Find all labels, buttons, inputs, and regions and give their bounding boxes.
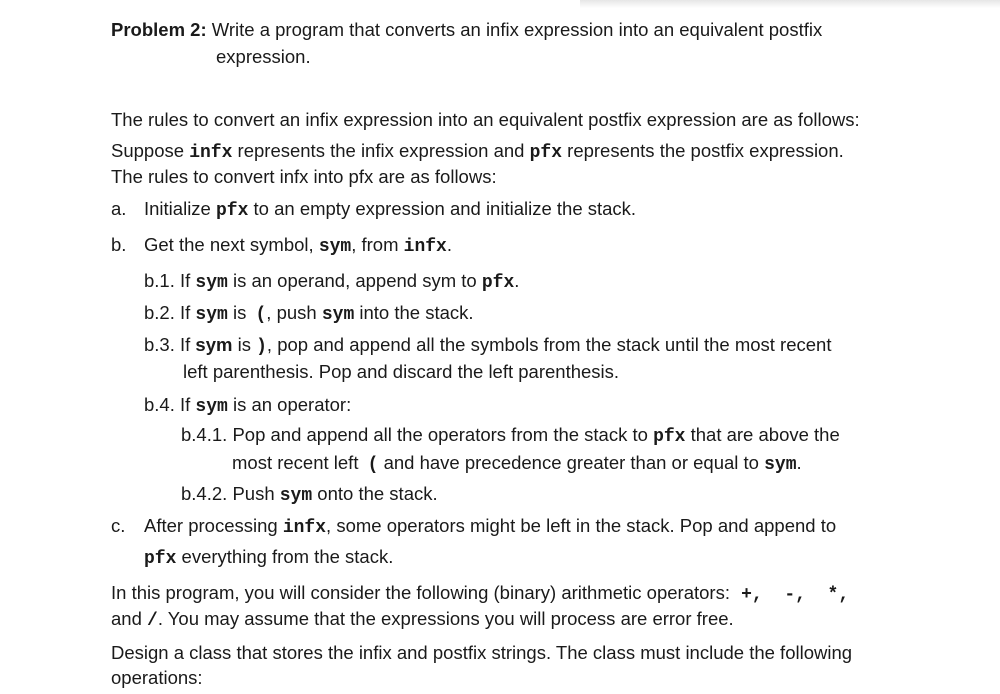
step-b2-code-sym: sym: [195, 305, 228, 325]
intro-line-1: [111, 107, 860, 133]
step-b41-code-sym: sym: [764, 455, 797, 475]
step-b2: [144, 300, 474, 328]
step-b4-text-2: is an operator:: [232, 394, 352, 415]
step-a-text-1: Initialize: [144, 198, 211, 219]
code-infx: infx: [189, 143, 233, 163]
step-b1-text-1: If: [180, 270, 191, 291]
step-b3-text-1: If: [180, 334, 191, 355]
para2-operator-div: /: [147, 611, 158, 631]
step-b1: [144, 268, 519, 296]
step-b2-text-4: into the stack.: [359, 302, 474, 323]
step-b3-code-sym: sym: [195, 334, 233, 355]
intro-line-2: [111, 138, 844, 166]
intro-text-2b: represents the infix expression and: [237, 140, 525, 161]
intro-text-1: The rules to convert an infix expression into an equivalent postfix expression are as follows:: [111, 109, 860, 130]
step-b41-text-1: Pop and append all the operators from the stack to: [232, 424, 648, 445]
step-b1-text-3: .: [514, 270, 520, 291]
code-pfx: pfx: [529, 143, 563, 163]
step-b42-text-1: Push: [232, 483, 275, 504]
step-a-code: pfx: [215, 201, 249, 221]
step-c-text-2: , some operators might be left in the stack. Pop and append to: [326, 515, 837, 536]
para2-text-3: . You may assume that the expressions you will process are error free.: [157, 608, 734, 629]
step-b3-paren: ): [256, 337, 267, 357]
para3-line-2: [111, 665, 203, 691]
step-b-text-3: .: [446, 234, 452, 255]
step-b41-text-3: most recent left: [232, 452, 359, 473]
intro-suppose: Suppose: [111, 140, 185, 161]
step-b42-marker: b.4.2.: [181, 483, 228, 504]
para3-text-2: operations:: [111, 667, 203, 688]
step-b41-text-2: that are above the: [690, 424, 840, 445]
step-b3-text-3: , pop and append all the symbols from the stack until the most recent: [266, 334, 832, 355]
intro-text-3: The rules to convert infx into pfx are as follows:: [111, 166, 497, 187]
step-c-text-3: everything from the stack.: [181, 546, 394, 567]
step-b-marker: b.: [111, 234, 127, 255]
step-b2-text-2: is: [232, 302, 247, 323]
step-b3-text-4: left parenthesis. Pop and discard the left parenthesis.: [183, 361, 620, 382]
step-c-code-pfx: pfx: [144, 549, 177, 569]
step-b4: [144, 392, 351, 420]
step-b3: [144, 332, 831, 360]
para2-text-2: and: [111, 608, 142, 629]
step-b3-line-2: [183, 359, 619, 385]
step-b41-text-4: and have precedence greater than or equal to: [383, 452, 759, 473]
problem-text-2: expression.: [216, 46, 311, 67]
step-b41-text-5: .: [796, 452, 802, 473]
step-b41-paren: (: [367, 455, 379, 475]
step-b42: [181, 481, 438, 509]
para2-line-1: [111, 580, 849, 608]
intro-line-3: [111, 164, 497, 190]
para2-operators: +, -, *,: [741, 585, 850, 605]
step-c-marker: c.: [111, 515, 126, 536]
para2-line-2: [111, 606, 734, 634]
step-c-line-2: [144, 544, 393, 572]
step-b41-code-pfx: pfx: [653, 427, 686, 447]
page-edge-shadow: [580, 0, 1000, 8]
step-a-text-2: to an empty expression and initialize the stack.: [253, 198, 637, 219]
step-b4-text-1: If: [180, 394, 191, 415]
step-b-text-1: Get the next symbol,: [144, 234, 314, 255]
step-b1-code-pfx: pfx: [481, 273, 515, 293]
step-b42-code-sym: sym: [279, 486, 313, 506]
para2-text-1: In this program, you will consider the following (binary) arithmetic operators:: [111, 582, 730, 603]
para3-line-1: [111, 640, 852, 666]
step-a: [111, 196, 636, 224]
problem-label: Problem 2:: [111, 19, 207, 40]
step-b4-marker: b.4.: [144, 394, 175, 415]
step-b3-text-2: is: [237, 334, 251, 355]
step-c-text-1: After processing: [144, 515, 278, 536]
step-b4-code-sym: sym: [195, 397, 228, 417]
problem-line-1: [111, 17, 822, 43]
step-b41-line-2: [232, 450, 802, 478]
step-c: [111, 513, 836, 541]
step-b1-marker: b.1.: [144, 270, 175, 291]
step-b2-paren: (: [255, 305, 267, 325]
step-b-code-sym: sym: [318, 237, 352, 257]
step-b2-text-1: If: [180, 302, 191, 323]
intro-text-2c: represents the postfix expression.: [567, 140, 844, 161]
step-b41-marker: b.4.1.: [181, 424, 228, 445]
problem-line-2: [216, 44, 311, 70]
step-b: [111, 232, 452, 260]
step-b-text-2: , from: [351, 234, 399, 255]
para3-text-1: Design a class that stores the infix and postfix strings. The class must include the following: [111, 642, 853, 663]
step-c-code-infx: infx: [282, 518, 327, 538]
step-b2-code-sym-2: sym: [321, 305, 355, 325]
step-b2-marker: b.2.: [144, 302, 175, 323]
step-b42-text-2: onto the stack.: [317, 483, 438, 504]
step-a-marker: a.: [111, 198, 127, 219]
step-b-code-infx: infx: [403, 237, 447, 257]
step-b3-marker: b.3.: [144, 334, 175, 355]
step-b1-code-sym: sym: [195, 273, 228, 293]
step-b1-text-2: is an operand, append sym to: [232, 270, 477, 291]
step-b2-text-3: , push: [266, 302, 317, 323]
problem-text-1: Write a program that converts an infix expression into an equivalent postfix: [211, 19, 823, 40]
step-b41: [181, 422, 840, 450]
